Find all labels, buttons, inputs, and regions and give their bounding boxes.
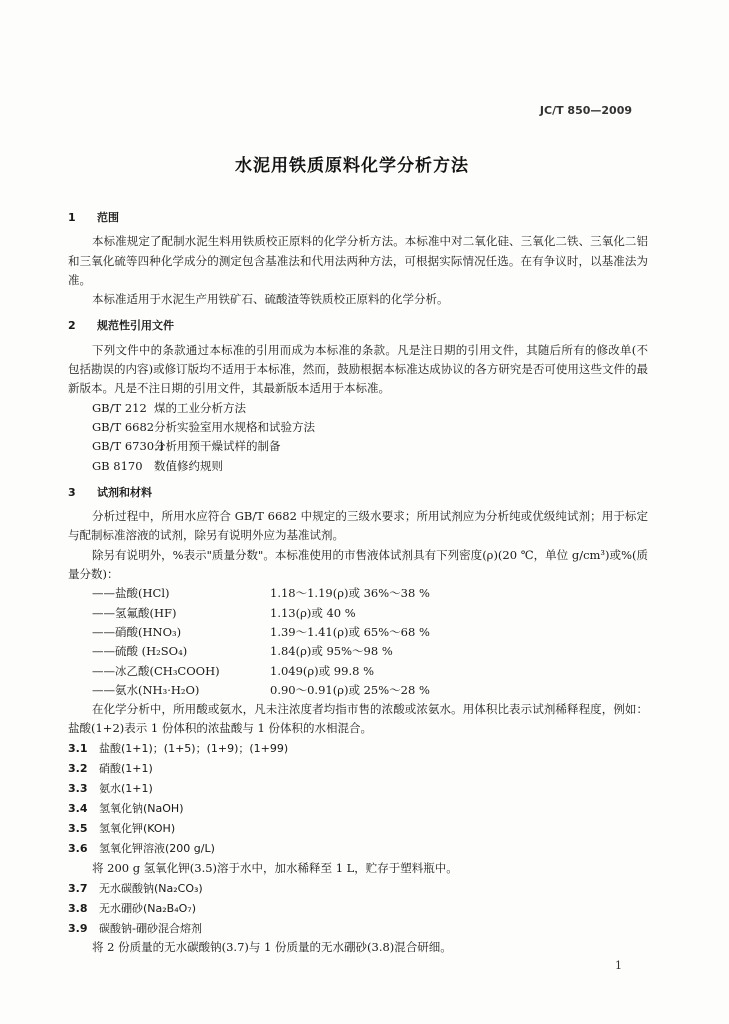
paragraph: 在化学分析中，所用酸或氨水，凡未注浓度者均指市售的浓酸或浓氨水。用体积比表示试剂稀释程度，例如：盐酸(1+2)表示 1 份体积的浓盐酸与 1 份体积的水相混合。 — [68, 702, 648, 736]
section-number: 2 — [68, 319, 76, 333]
subclause — [68, 819, 648, 839]
reference-item — [68, 437, 648, 456]
subclause-number: 3.3 — [68, 782, 88, 796]
reference-title: 分析实验室用水规格和试验方法 — [154, 419, 315, 434]
list-item — [68, 584, 648, 603]
reference-title: 分析用预干燥试样的制备 — [154, 439, 281, 454]
reagent-density: 1.39～1.41(ρ)或 65%～68 % — [270, 624, 430, 639]
subclause-text: 无水硼砂(Na₂B₄O₇) — [99, 901, 196, 915]
subclause-text: 氢氧化钠(NaOH) — [99, 802, 184, 816]
subclause — [68, 839, 648, 859]
reagent-density: 1.18～1.19(ρ)或 36%～38 % — [270, 586, 430, 601]
subclause-text: 氢氧化钾(KOH) — [99, 822, 176, 836]
paragraph: 下列文件中的条款通过本标准的引用而成为本标准的条款。凡是注日期的引用文件，其随后所有的修改单(不包括勘误的内容)或修订版均不适用于本标准，然而，鼓励根据本标准达成协议的各方研究是否可使用这些文件的最新版本。凡是不注日期的引用文件，其最新版本适用于本标准。 — [68, 342, 648, 396]
reference-item — [68, 418, 648, 437]
section-heading-reagents — [68, 483, 648, 502]
reference-code: GB/T 6730.1 — [92, 439, 166, 454]
reagent-name: ——冰乙酸(CH₃COOH) — [92, 663, 220, 678]
reference-item — [68, 399, 648, 418]
document-body — [68, 208, 648, 957]
subclause-text: 氨水(1+1) — [99, 782, 153, 796]
subclause — [68, 919, 648, 939]
subclause-number: 3.1 — [68, 742, 88, 756]
reagent-density: 0.90～0.91(ρ)或 25%～28 % — [270, 682, 430, 697]
reference-title: 煤的工业分析方法 — [154, 400, 246, 415]
subclause-text: 无水碳酸钠(Na₂CO₃) — [99, 881, 203, 895]
list-item — [68, 623, 648, 642]
section-heading-scope — [68, 208, 648, 227]
subclause-text: 硝酸(1+1) — [99, 762, 153, 776]
reference-item — [68, 457, 648, 476]
subclause-number: 3.8 — [68, 901, 88, 915]
section-number: 3 — [68, 485, 76, 499]
paragraph: 本标准规定了配制水泥生料用铁质校正原料的化学分析方法。本标准中对二氧化硅、三氧化二铁、三氧化二铝和三氧化硫等四种化学成分的测定包含基准法和代用法两种方法，可根据实际情况任选。在有争议时，以基准法为准。 — [68, 234, 648, 287]
subclause — [68, 799, 648, 819]
paragraph: 将 200 g 氢氧化钾(3.5)溶于水中，加水稀释至 1 L，贮存于塑料瓶中。 — [92, 860, 458, 875]
section-title: 范围 — [97, 211, 119, 224]
reference-title: 数值修约规则 — [154, 458, 223, 473]
standard-code: JC/T 850—2009 — [539, 104, 632, 117]
reference-code: GB/T 6682 — [92, 419, 155, 434]
paragraph: 除另有说明外，%表示"质量分数"。本标准使用的市售液体试剂具有下列密度(ρ)(20 ℃，单位 g/cm³)或%(质量分数)： — [68, 547, 648, 582]
paragraph: 分析过程中，所用水应符合 GB/T 6682 中规定的三级水要求；所用试剂应为分析纯或优级纯试剂；用于标定与配制标准溶液的试剂，除另有说明外应为基准试剂。 — [68, 509, 648, 543]
list-item — [68, 642, 648, 661]
reagent-name: ——硝酸(HNO₃) — [92, 624, 182, 639]
subclause — [68, 879, 648, 899]
subclause-text: 碳酸钠-硼砂混合熔剂 — [99, 921, 202, 935]
subclause-number: 3.7 — [68, 881, 88, 895]
list-item — [68, 662, 648, 681]
paragraph: 本标准适用于水泥生产用铁矿石、硫酸渣等铁质校正原料的化学分析。 — [92, 292, 449, 307]
subclause-text: 氢氧化钾溶液(200 g/L) — [99, 842, 215, 856]
reagent-density: 1.13(ρ)或 40 % — [270, 605, 356, 620]
section-title: 规范性引用文件 — [97, 319, 174, 333]
list-item — [68, 604, 648, 623]
subclause-number: 3.5 — [68, 822, 88, 836]
subclause-text: 盐酸(1+1)；(1+5)；(1+9)；(1+99) — [99, 742, 289, 756]
reagent-density: 1.049(ρ)或 99.8 % — [270, 663, 374, 678]
reference-code: GB 8170 — [92, 458, 143, 473]
list-item — [68, 681, 648, 700]
section-heading-normative — [68, 316, 648, 335]
subclause — [68, 779, 648, 799]
section-number: 1 — [68, 211, 76, 224]
subclause — [68, 759, 648, 779]
reagent-name: ——氢氟酸(HF) — [92, 605, 177, 620]
reference-code: GB/T 212 — [92, 400, 147, 415]
page-number: 1 — [615, 959, 622, 972]
subclause-number: 3.2 — [68, 762, 88, 776]
subclause-number: 3.6 — [68, 842, 88, 856]
reagent-density: 1.84(ρ)或 95%～98 % — [270, 644, 393, 659]
subclause — [68, 739, 648, 759]
subclause-number: 3.4 — [68, 802, 88, 816]
reagent-density-list — [68, 584, 648, 700]
paragraph: 将 2 份质量的无水碳酸钠(3.7)与 1 份质量的无水硼砂(3.8)混合研细。 — [92, 940, 452, 955]
reagent-name: ——氨水(NH₃·H₂O) — [92, 682, 200, 697]
reagent-name: ——硫酸 (H₂SO₄) — [92, 644, 188, 659]
subclause-number: 3.9 — [68, 921, 88, 935]
section-title: 试剂和材料 — [97, 485, 152, 499]
reagent-name: ——盐酸(HCl) — [92, 586, 170, 601]
page-title: 水泥用铁质原料化学分析方法 — [235, 156, 469, 176]
subclause — [68, 899, 648, 919]
